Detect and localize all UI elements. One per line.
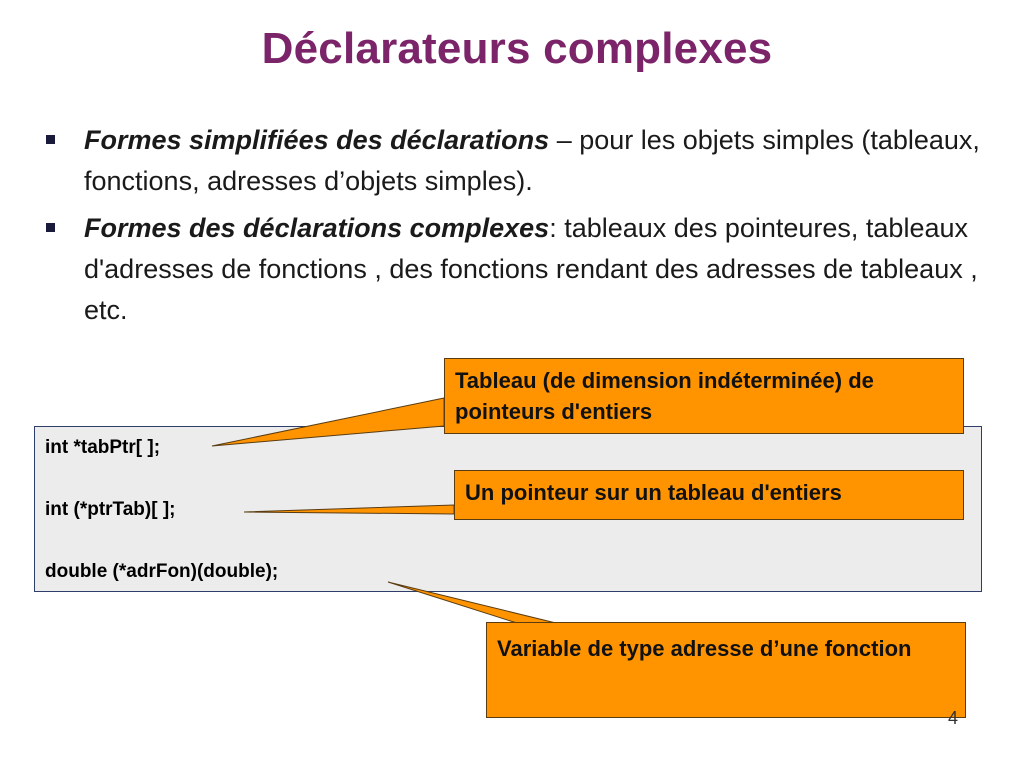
square-bullet-icon <box>46 223 55 232</box>
bullet-emphasis: Formes simplifiées des déclarations <box>84 125 550 155</box>
code-line: double (*adrFon)(double); <box>45 561 279 582</box>
callout-box: Un pointeur sur un tableau d'entiers <box>454 470 964 520</box>
bullet-item <box>44 208 984 331</box>
bullet-item <box>44 120 984 202</box>
page-number: 4 <box>948 708 959 728</box>
slide-title: Déclarateurs complexes <box>261 24 773 73</box>
bullet-list <box>44 120 984 337</box>
code-line: int (*ptrTab)[ ]; <box>45 499 176 520</box>
square-bullet-icon <box>46 135 55 144</box>
code-line: int *tabPtr[ ]; <box>45 437 161 458</box>
bullet-text: : tableaux des pointeures, tableaux d'adresses de fonctions , des fonctions rendant des adresses de tableaux , etc. <box>84 213 978 325</box>
callout-box: Variable de type adresse d’une fonction <box>486 622 966 718</box>
callout-box: Tableau (de dimension indéterminée) de pointeurs d'entiers <box>444 358 964 434</box>
bullet-emphasis: Formes des déclarations complexes <box>84 213 550 243</box>
bullet-text: – pour les objets simples (tableaux, fonctions, adresses d’objets simples). <box>84 125 980 196</box>
